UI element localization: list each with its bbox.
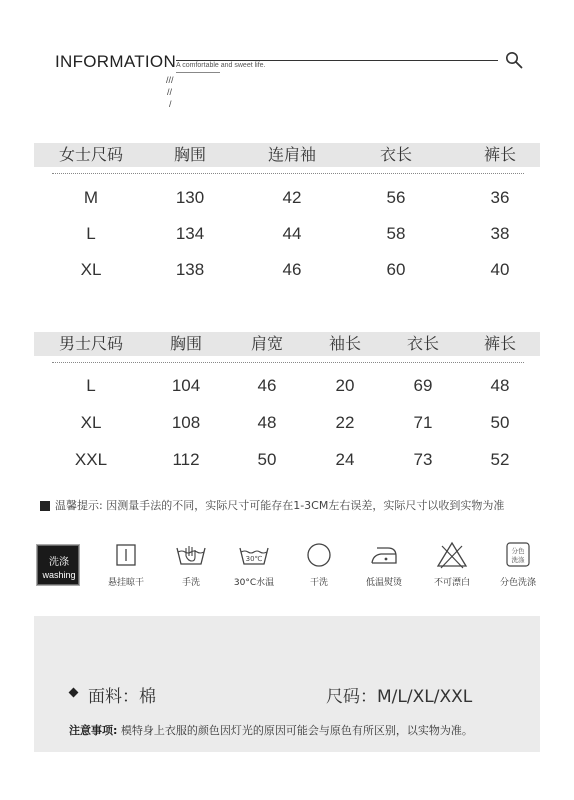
women-header-sleeve: 连肩袖 [267, 145, 317, 164]
slash-line: /// [166, 75, 174, 85]
iron-low-icon [367, 540, 401, 570]
note-text: 模特身上衣服的颜色因灯光的原因可能会与原色有所区别，以实物为准。 [120, 724, 473, 737]
care-item-hand-wash [161, 540, 221, 592]
care-item-separate-wash [488, 540, 548, 592]
page-title: INFORMATION [55, 52, 177, 71]
care-item-hang-dry [96, 540, 156, 592]
care-item-iron [354, 540, 414, 592]
care-item-dry-clean [289, 540, 349, 592]
table-row [34, 255, 540, 285]
men-header-pants: 裤长 [483, 334, 517, 353]
care-label: 手洗 [181, 578, 200, 588]
care-label: 30°C水温 [233, 578, 275, 588]
cell: 69 [413, 376, 433, 395]
cell: L [86, 376, 96, 395]
tip-text: 温馨提示: 因测量手法的不同，实际尺寸可能存在1-3CM左右误差，实际尺寸以收到实物为准 [55, 499, 505, 512]
men-header-shoulder: 肩宽 [250, 334, 284, 353]
women-header-pants: 裤长 [483, 145, 517, 164]
cell: 46 [257, 376, 277, 395]
cell: 130 [175, 188, 205, 207]
slash-line: / [169, 99, 172, 109]
tip-bullet [40, 501, 50, 511]
table-row [34, 371, 540, 401]
care-label: 不可漂白 [433, 578, 470, 588]
cell: L [86, 224, 96, 243]
subtitle-underline [176, 72, 220, 73]
hang-dry-icon [111, 540, 141, 570]
men-table-header [34, 332, 540, 356]
cell: 58 [386, 224, 406, 243]
cell: 42 [282, 188, 302, 207]
care-label: 低温熨烫 [365, 578, 402, 588]
no-bleach-icon [435, 540, 469, 570]
measurement-tip [40, 497, 550, 515]
cell: 40 [490, 260, 510, 279]
cell: M [83, 188, 99, 207]
cell: 134 [175, 224, 205, 243]
washing-badge-cn: 洗涤 [49, 557, 69, 568]
hand-wash-icon [174, 540, 208, 570]
cell: 48 [490, 376, 510, 395]
tumble-dry-icon [304, 540, 334, 570]
care-item-water-temp [224, 540, 284, 592]
fabric-sizes: 尺码：M/L/XL/XXL [326, 687, 473, 707]
cell: 46 [282, 260, 302, 279]
care-item-no-bleach [422, 540, 482, 592]
page-subtitle: A comfortable and sweet life. [176, 62, 266, 69]
dotted-divider [52, 173, 524, 174]
men-header-sleeve: 袖长 [328, 334, 362, 353]
cell: 112 [172, 450, 200, 469]
cell: XL [80, 413, 102, 432]
women-header-chest: 胸围 [173, 145, 207, 164]
women-header-size: 女士尺码 [58, 145, 124, 164]
cell: 56 [386, 188, 406, 207]
water-temp-icon [237, 540, 271, 570]
table-row [34, 219, 540, 249]
slash-line: // [167, 87, 173, 97]
cell: 71 [413, 413, 433, 432]
men-header-size: 男士尺码 [58, 334, 124, 353]
cell: 50 [490, 413, 510, 432]
cell: 52 [490, 450, 510, 469]
cell: 138 [175, 260, 205, 279]
cell: 20 [335, 376, 355, 395]
cell: 108 [171, 413, 201, 432]
care-label: 悬挂晾干 [107, 578, 144, 588]
note-label: 注意事项: [69, 724, 118, 737]
header-divider [176, 60, 498, 61]
decorative-slashes [166, 74, 174, 110]
cell: XL [80, 260, 102, 279]
women-header-length: 衣长 [379, 145, 413, 164]
fabric-material: 面料：棉 [88, 687, 156, 707]
separate-wash-icon [503, 540, 533, 570]
fabric-panel [34, 616, 540, 752]
care-label: 干洗 [309, 578, 328, 588]
washing-badge-en: washing [42, 570, 76, 580]
cell: 38 [490, 224, 510, 243]
cell: 44 [282, 224, 302, 243]
cell: 48 [257, 413, 277, 432]
cell: 36 [490, 188, 510, 207]
cell: 73 [413, 450, 433, 469]
diamond-bullet-icon [69, 688, 79, 698]
women-table-header [34, 143, 540, 167]
water-temp-text: 30℃ [245, 555, 263, 563]
cell: 60 [386, 260, 406, 279]
cell: XXL [74, 450, 108, 469]
table-row [34, 183, 540, 213]
care-label: 分色洗涤 [499, 578, 536, 588]
men-header-chest: 胸围 [169, 334, 203, 353]
header [0, 0, 574, 120]
dotted-divider [52, 362, 524, 363]
men-header-length: 衣长 [406, 334, 440, 353]
separate-wash-text-1: 分色 [511, 547, 525, 555]
table-row [34, 445, 540, 475]
cell: 22 [335, 413, 355, 432]
cell: 24 [335, 450, 355, 469]
cell: 104 [171, 376, 201, 395]
washing-badge [36, 544, 80, 586]
care-note [69, 722, 473, 738]
search-icon [505, 51, 523, 69]
cell: 50 [257, 450, 277, 469]
separate-wash-text-2: 洗涤 [511, 556, 525, 564]
table-row [34, 408, 540, 438]
